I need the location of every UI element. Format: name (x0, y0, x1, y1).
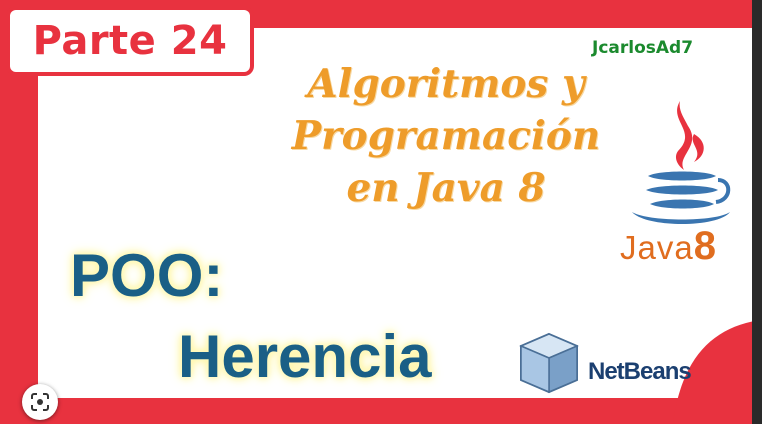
java-word: Java (620, 229, 694, 266)
part-badge (10, 10, 250, 72)
netbeans-cube-icon (515, 330, 583, 396)
google-lens-icon[interactable] (22, 384, 58, 420)
java-logo-text (620, 224, 717, 269)
lens-glyph (30, 392, 50, 412)
part-label: Parte 24 (32, 18, 228, 64)
course-title (236, 58, 656, 214)
java-version: 8 (693, 224, 717, 268)
title-line-3: en Java 8 (346, 165, 546, 211)
title-line-2: Programación (291, 113, 601, 159)
topic-heading: POO: (70, 242, 224, 309)
title-line-1: Algoritmos y (307, 61, 585, 107)
topic-subheading: Herencia (178, 323, 432, 390)
author-name: JcarlosAd7 (592, 38, 694, 58)
netbeans-label: NetBeans (588, 358, 691, 385)
page-background (752, 0, 762, 424)
